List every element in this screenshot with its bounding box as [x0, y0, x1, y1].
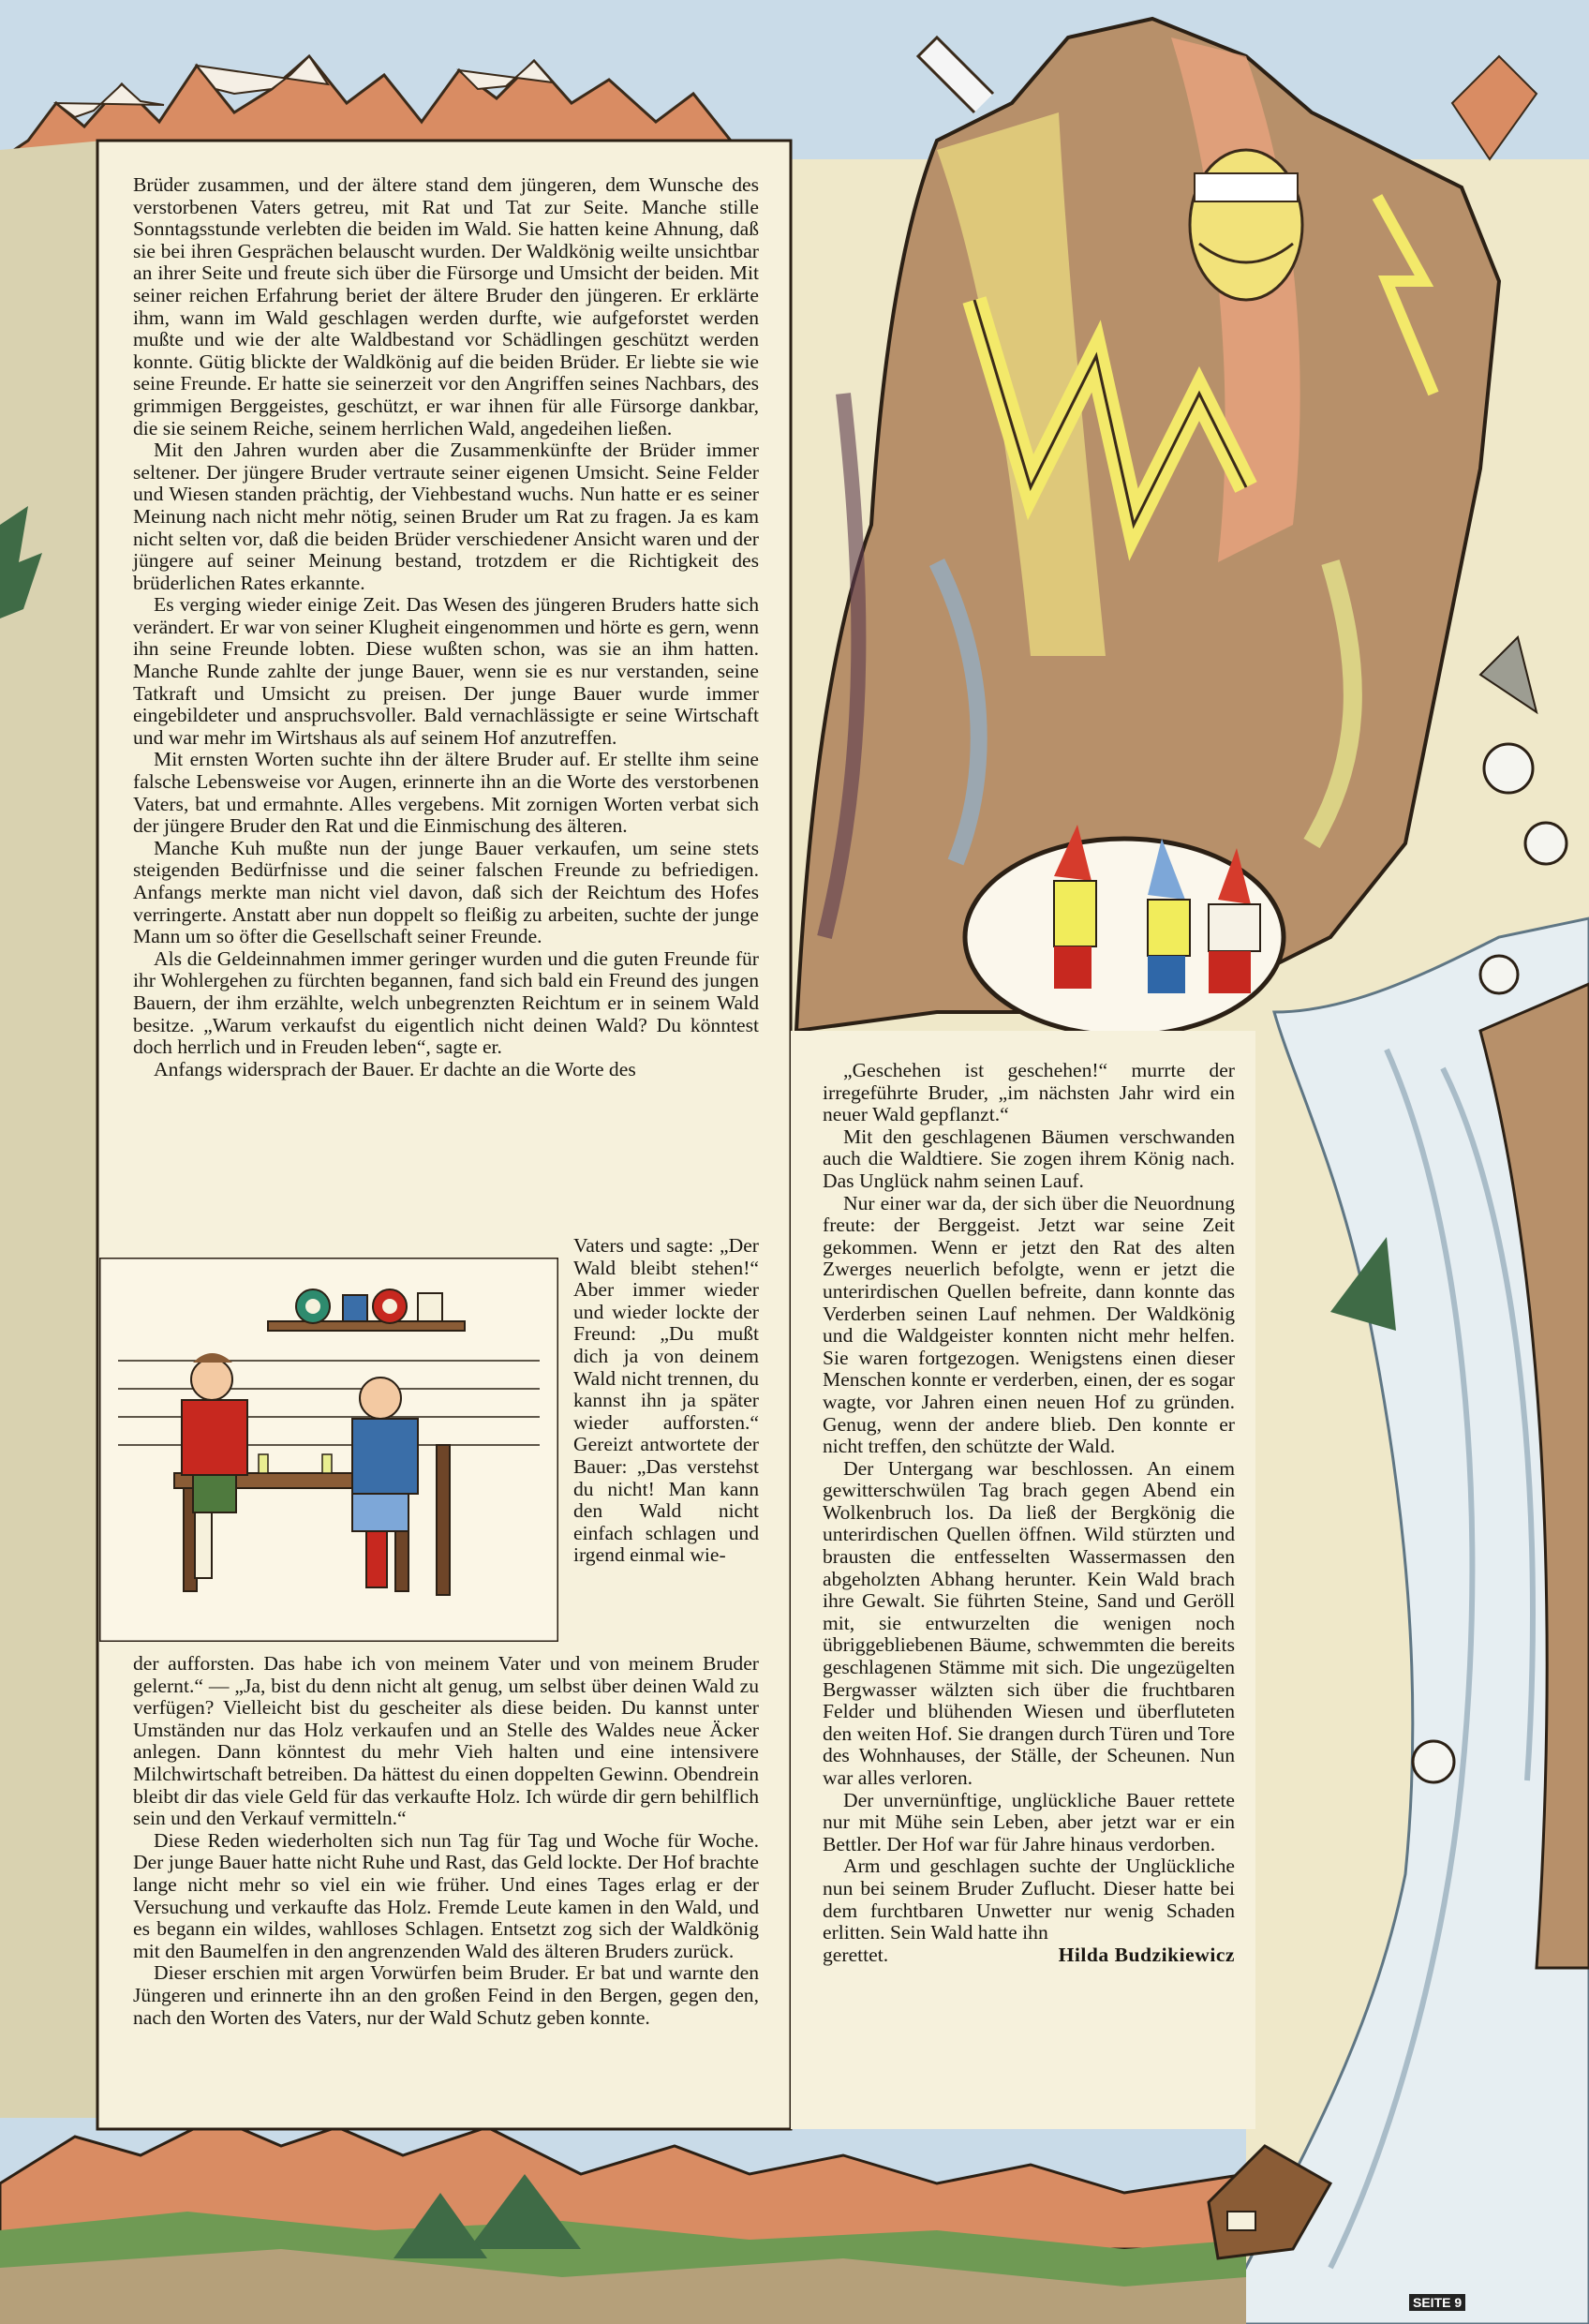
article-column-left-wrap: [573, 1235, 759, 1567]
paragraph: Mit den Jahren wurden aber die Zusammenkünfte der Brüder immer seltener. Der jüngere Bruder vertraute seiner eigenen Umsicht. Seine Felder und Wiesen standen prächtig, der Viehbestand wuchs. Nun hatte er es seiner Meinung nach nicht mehr nötig, seinen Bruder um Rat zu fragen. Ja es kam nicht selten vor, daß die beiden Brüder verschiedener Ansicht waren und der jüngere auf seiner Meinung bestand, trotzdem er die Richtigkeit des brüderlichen Rates erkannte.: [133, 439, 759, 594]
page-number: SEITE 9: [1409, 2294, 1465, 2311]
paragraph: Als die Geldeinnahmen immer geringer wurden und die guten Freunde für ihr Wohlergehen zu fürchten begannen, fand sich bald ein Freund des jungen Bauern, der ihm erzählte, welch unbegrenzten Reichtum er in seinem Wald besitze. „Warum verkaufst du eigentlich nicht deinen Wald? Du könntest doch herrlich und in Freuden leben“, sagte er.: [133, 946, 759, 1059]
article-column-left-top: [133, 174, 759, 1080]
article-column-left-bottom: [133, 1653, 759, 2029]
article-column-right: [823, 1060, 1235, 1966]
author-line: [823, 1944, 1235, 1967]
author-name: Hilda Budzikiewicz: [1058, 1943, 1235, 1966]
chair-right: [437, 1445, 450, 1595]
paragraph: Mit den geschlagenen Bäumen verschwanden auch die Waldtiere. Sie zogen ihrem König nach. Das Unglück nahm seinen Lauf.: [823, 1125, 1235, 1192]
tavern-scene: [99, 1258, 558, 1642]
last-line: gerettet.: [823, 1943, 889, 1966]
paragraph: Dieser erschien mit argen Vorwürfen beim Bruder. Er bat und warnte den Jüngeren und erinnerte ihn an den großen Feind in den Bergen, gegen den, nach den Worten des Vaters, nur der Wald Schutz geben konnte.: [133, 1961, 759, 2029]
paragraph: Anfangs widersprach der Bauer. Er dachte an die Worte des: [154, 1057, 636, 1080]
paragraph: „Geschehen ist geschehen!“ murrte der irregeführte Bruder, „im nächsten Jahr wird ein neuer Wald gepflanzt.“: [823, 1059, 1235, 1126]
paragraph: Diese Reden wiederholten sich nun Tag für Tag und Woche für Woche. Der junge Bauer hatte nicht Ruhe und Rast, das Geld lockte. Der Hof brachte lange nicht mehr so viel ein wie früher. Und eines Tages erlag er der Versuchung und verkaufte das Holz. Fremde Leute kamen in den Wald, und es begann ein wildes, wahlloses Schlagen. Entsetzt zog sich der Waldkönig mit den Baumelfen in den angrenzenden Wald des älteren Bruders zurück.: [133, 1828, 759, 1962]
paragraph: der aufforsten. Das habe ich von meinem Vater und von meinem Bruder gelernt.“ — „Ja, bist du denn nicht alt genug, um selbst über deinen Wald zu verfügen? Vielleicht bist du gescheiter als diese beiden. Du kannst unter Umständen nur das Holz verkaufen und an Stelle des Waldes neue Äcker anlegen. Dann könntest du mehr Vieh halten und eine intensivere Milchwirtschaft betreiben. Da hättest du einen doppelten Gewinn. Obendrein bleibt dir das viele Geld für das verkaufte Holz. Ich würde dir gern behilflich sein und den Verkauf vermitteln.“: [133, 1652, 759, 1830]
paragraph: Vaters und sagte: „Der Wald bleibt stehen!“ Aber immer wieder und wieder lockte der Freund: „Du mußt dich ja von deinem Wald nicht trennen, du kannst ihn ja später wieder aufforsten.“ Gereizt antwortete der Bauer: „Das verstehst du nicht! Man kann den Wald nicht einfach schlagen und irgend einmal wie-: [573, 1234, 759, 1567]
alpine-landscape-bottom: [0, 2118, 1246, 2324]
paragraph: Der Untergang war beschlossen. An einem gewitterschwülen Tag brach gegen Abend ein Wolkenbruch los. Da ließ der Bergkönig die unterirdischen Quellen öffnen. Wild stürzten und brausten die entfesselten Wassermassen den abgeholzten Abhang herunter. Kein Wald brach ihre Gewalt. Sie führten Steine, Sand und Geröll mit, sie entwurzelten die wenigen noch übriggebliebenen Bäume, schwemmten die bereits geschlagenen Stämme mit sich. Die ungezügelten Bergwasser wälzten sich über die fruchtbaren Felder und blühenden Wiesen und überfluteten den weiten Hof. Sie drangen durch Türen und Tore des Wohnhauses, der Ställe, der Scheunen. Nun war alles verloren.: [823, 1456, 1235, 1789]
paragraph: Der unvernünftige, unglückliche Bauer rettete nur mit Mühe sein Leben, aber jetzt war er ein Bettler. Der Hof war für Jahre hinaus verdorben.: [823, 1788, 1235, 1855]
paragraph: Es verging wieder einige Zeit. Das Wesen des jüngeren Bruders hatte sich verändert. Er war von seiner Klugheit eingenommen und hörte es gern, wenn ihn seine Freunde lobten. Diese wußten schon, was sie an ihm hatten. Manche Runde zahlte der junge Bauer, wenn sie es nur verstanden, seine Tatkraft und Umsicht zu preisen. Der junge Bauer wurde immer eingebildeter und anspruchsvoller. Bald vernachlässigte er seine Wirtschaft und war mehr im Wirtshaus als auf seinem Hof anzutreffen.: [133, 593, 759, 749]
paragraph: Nur einer war da, der sich über die Neuordnung freute: der Berggeist. Jetzt war seine Zeit gekommen. Wenn er jetzt den Rat des alten Zwerges neuerlich befolgte, wenn er jetzt die unterirdischen Quellen befreite, dann konnte das Verderben seinen Lauf nehmen. Der Waldkönig und die Waldgeister konnten nicht mehr helfen. Sie waren fortgezogen. Wenigstens einen dieser Menschen konnte er verderben, einen, der es sogar wagte, vor Jahren einen neuen Hof zu gründen. Genug, wenn der andere blieb. Den konnte er nicht treffen, den schützte der Wald.: [823, 1191, 1235, 1458]
paragraph: Arm und geschlagen suchte der Unglückliche nun bei seinem Bruder Zuflucht. Dieser hatte bei dem furchtbaren Unwetter nur wenig Schaden erlitten. Sein Wald hatte ihn: [823, 1855, 1235, 1944]
left-border: [0, 141, 103, 2174]
paragraph: Brüder zusammen, und der ältere stand dem jüngeren, dem Wunsche des verstorbenen Vaters getreu, mit Rat und Tat zur Seite. Manche stille Sonntagsstunde verlebten die beiden im Wald. Sie hatten keine Ahnung, daß sie bei ihren Gesprächen belauscht wurden. Der Waldkönig weilte unsichtbar an ihrer Seite und freute sich über die Fürsorge und Umsicht der beiden. Mit seiner reichen Erfahrung beriet der ältere Bruder den jüngeren. Er erklärte ihm, wann im Wald geschlagen werden durfte, wie aufgeforstet werden mußte und wie der alte Waldbestand vor Schädlingen geschützt werden konnte. Gütig blickte der Waldkönig auf die beiden Brüder. Er liebte sie wie seine Freunde. Er hatte sie seinerzeit vor den Angriffen seines Nachbars, des grimmigen Berggeistes, geschützt, er war ihnen für alle Fürsorge dankbar, die sie seinem Reiche, seinem herrlichen Wald, angedeihen ließen.: [133, 173, 759, 439]
paragraph: Mit ernsten Worten suchte ihn der ältere Bruder auf. Er stellte ihm seine falsche Lebensweise vor Augen, erinnerte ihn an die Worte des verstorbenen Vaters, bat und ermahnte. Alles vergebens. Mit zornigen Worten verbat sich der jüngere Bruder den Rat und die Einmischung des älteren.: [133, 748, 759, 838]
paragraph: Manche Kuh mußte nun der junge Bauer verkaufen, um seine stets steigenden Bedürfnisse und die seiner falschen Freunde zu befriedigen. Anfangs merkte man nicht viel davon, daß sich der Reichtum des Hofes verringerte. Anstatt aber nun doppelt so fleißig zu arbeiten, suchte der junge Mann um so öfter die Gesellschaft seiner Freunde.: [133, 836, 759, 948]
